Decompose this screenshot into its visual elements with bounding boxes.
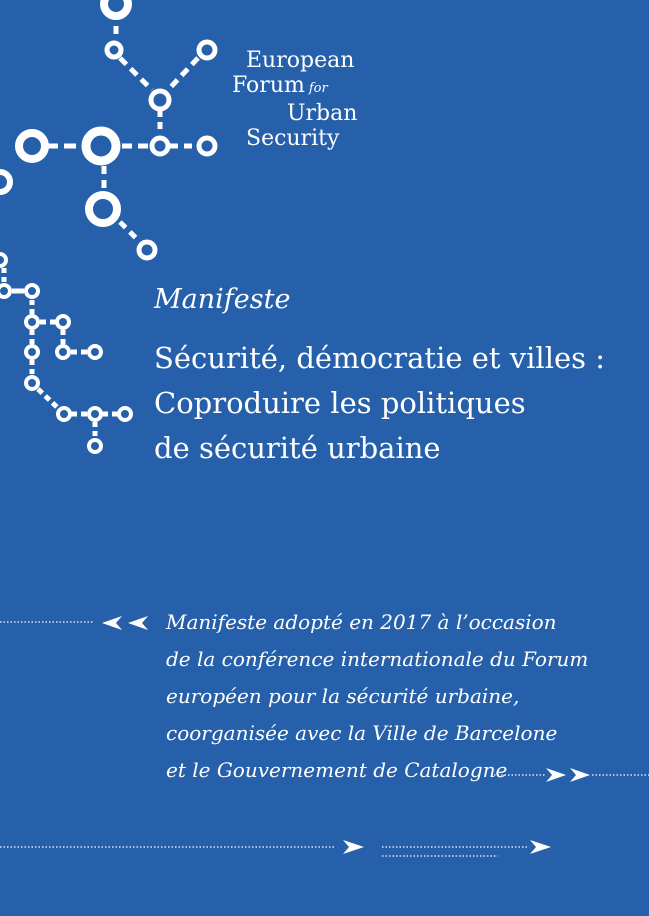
document-title [154,336,605,471]
title-line: de sécurité urbaine [154,431,441,465]
description-line: européen pour la sécurité urbaine, [166,684,520,708]
description-line: coorganisée avec la Ville de Barcelone [166,721,558,745]
arrow-left-icon [102,616,122,630]
document-description [166,604,588,789]
document-type-label: Manifeste [154,284,291,315]
org-name-line1: European [246,48,355,73]
org-name-connector: for [308,81,328,96]
title-line: Sécurité, démocratie et villes : [154,341,606,375]
org-name-line3: Urban [287,101,358,126]
arrow-left-icon [128,616,148,630]
description-line: de la conférence internationale du Forum [166,647,589,671]
organization-wordmark [232,48,357,151]
description-line: et le Gouvernement de Catalogne [166,758,508,782]
arrow-right-icon [343,840,364,854]
org-name-line4: Security [246,126,340,151]
arrow-right-icon [530,840,551,854]
title-line: Coproduire les politiques [154,386,526,420]
org-name-word-forum: Forum [232,73,305,98]
description-line: Manifeste adopté en 2017 à l’occasion [166,610,557,634]
org-name-line2 [232,73,357,101]
